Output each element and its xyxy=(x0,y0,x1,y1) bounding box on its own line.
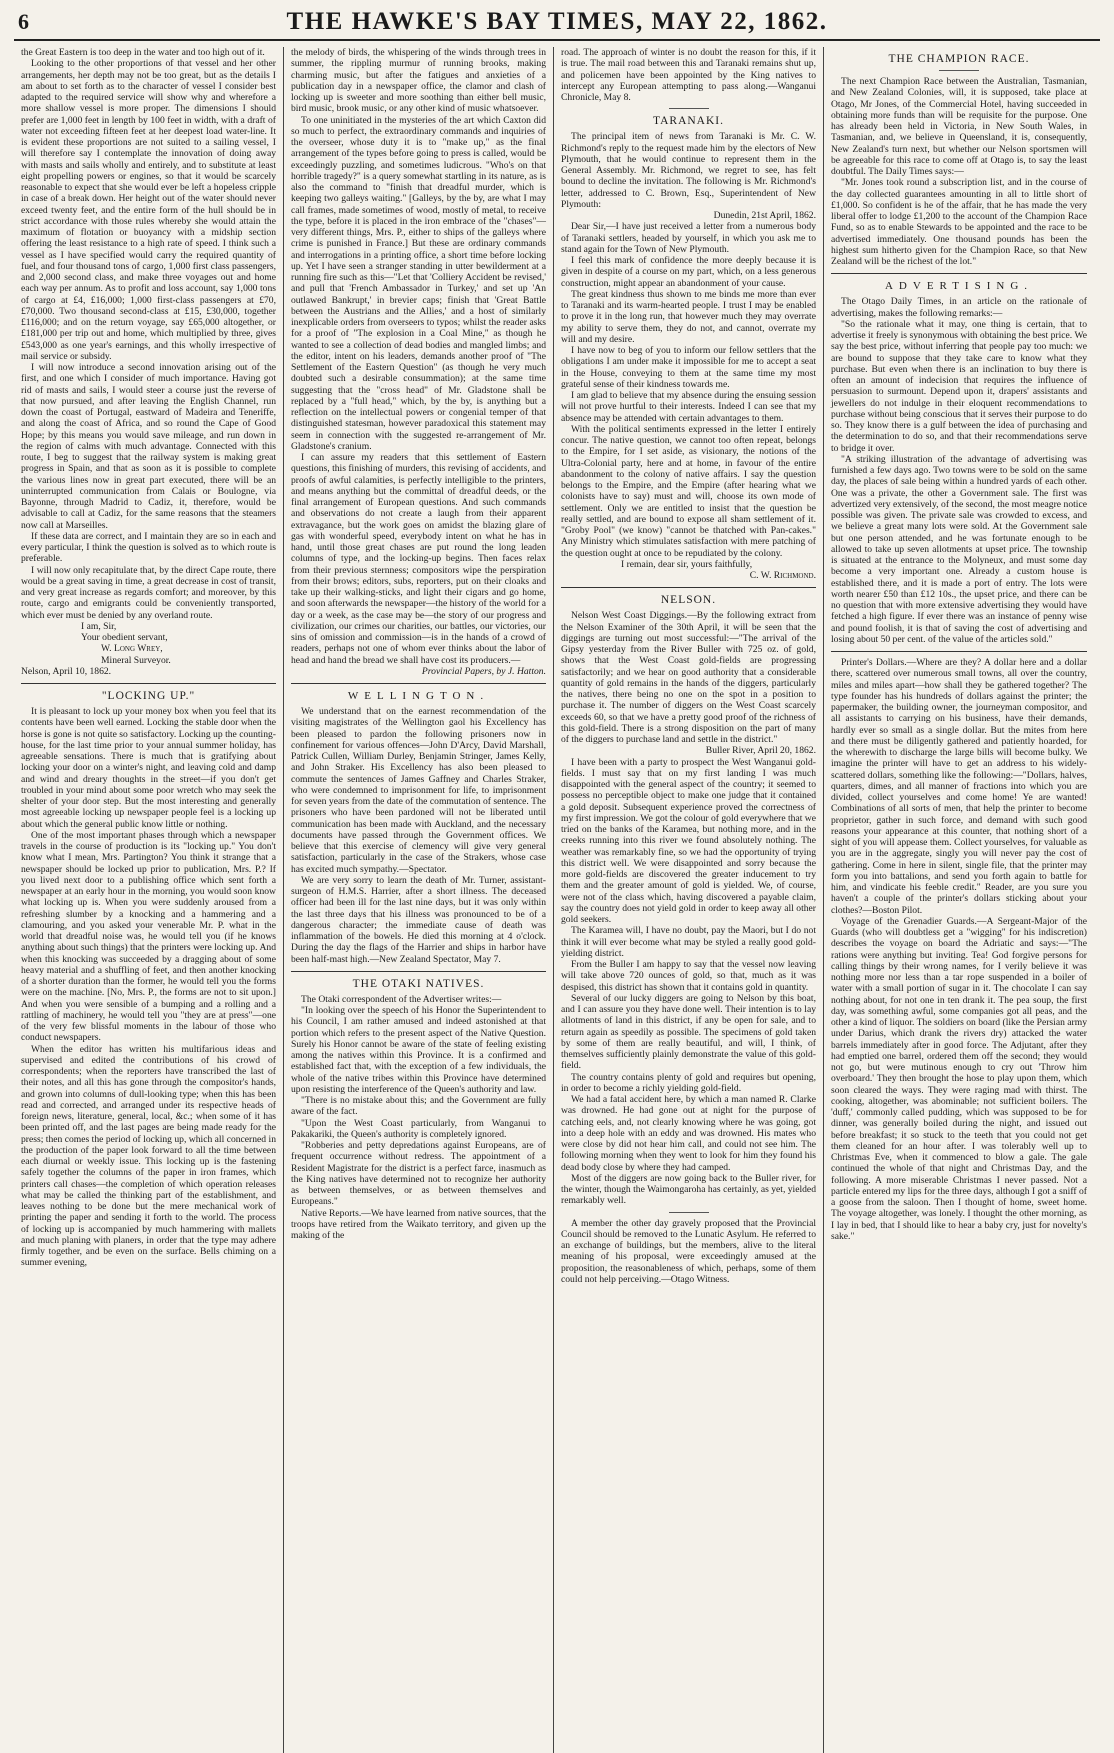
article-paragraph: Looking to the other proportions of that vessel and her other arrangements, her depth may not be too great, but as the details I am about to set forth as to the character of vessel I consider best adapted to the required service will show why and wherefore a more shallow vessel is more proper. The dimensions I should prefer are 1,000 feet in length by 100 feet in width, with a draft of water not exceeding fifteen feet at her deepest load water-line. It is evident these proportions are not suited to a sailing vessel, I will therefore say I contemplate the innovation of doing away with masts and sails wholly and entirely, and to substitute at least eight propelling powers or engines, so that it would be scarcely reasonable to expect that she would ever be left a hopeless cripple in case of a break down. Her height out of the water should never exceed twenty feet, and the entire form of the hull should be in strict accordance with those rules whereby she would attain the maximum of flotation or buoyancy with a midship section offering the least resistance to a high rate of speed. I think such a vessel as I have specified would carry the required quantity of fuel, and four thousand tons of cargo, 1,000 first class passengers, and 2,000 second class, and make three voyages out and home each way per annum. As to profit and loss account, say 1,000 tons of cargo at £4, £16,000; 1,000 first-class passengers at £70, £70,000. Two thousand second-class at £15, £30,000, together £116,000; and on the return voyage, say £65,000 altogether, or £181,000 per trip out and home, which multiplied by three, gives £543,000 as one year's earnings, and this wholly irrespective of mail service or subsidy. xyxy=(21,58,276,362)
article-paragraph: A member the other day gravely proposed that the Provincial Council should be removed to the Lunatic Asylum. He referred to an exchange of buildings, but the members, alive to the literal meaning of his proposal, were exceedingly amused at the proposition, the reasonableness of which, perhaps, some of them could not help perceiving.—Otago Witness. xyxy=(561,1217,816,1285)
article-paragraph: With the political sentiments expressed in the letter I entirely concur. The native question, we cannot too often repeat, belongs to the Empire, for I set aside, as visionary, the notions of the Ultra-Colonial party, here and at home, in favour of the entire abandonment to the colony of native affairs. I say the question belongs to the Empire, and the Empire (after hearing what we colonists have to say) must and will, choose its own mode of settlement. Only we are entitled to insist that the question be really settled, and are bound to expose all sham settlement of it. "Groby Pool" (we know) "cannot be thatched with Pan-cakes." Any Ministry which stimulates satisfaction with mere patching of the question ought at once to be repudiated by the colony. xyxy=(561,423,816,559)
signature-line: Your obedient servant, xyxy=(81,632,168,643)
signature-name: C. W. Richmond. xyxy=(749,570,816,581)
article-paragraph: the melody of birds, the whispering of the winds through trees in summer, the rippling murmur of running brooks, making charming music, but after the fatigues and anxieties of a publication day in a newspaper office, the clamor and clash of locking up is sweeter and more soothing than either bell music, bird music, brook music, or any other kind of music whatsoever. xyxy=(291,47,546,115)
article-paragraph: Several of our lucky diggers are going to Nelson by this boat, and I can assure you they have done well. Their intention is to lay allotments of land in this district, if any be open for sale, and to return again as speedily as possible. The specimens of gold taken by some of them are really beautiful, and will, I think, of themselves sufficiently plainly demonstrate the value of this gold-field. xyxy=(561,992,816,1072)
masthead xyxy=(14,8,1100,41)
article-paragraph: We understand that on the earnest recommendation of the visiting magistrates of the Wellington gaol his Excellency has been pleased to pardon the following prisoners now in confinement for various offences—John D'Arcy, David Marshall, Patrick Cullen, William Durley, Benjamin Stringer, James Kelly, and John Straker. His Excellency has also been pleased to commute the sentences of James Gaffney and Charles Straker, who were condemned to imprisonment for life, to imprisonment for seven years from the date of the commutation of sentence. The prisoners who have been pardoned will not be liberated until communication has been made with Auckland, and the necessary documents have passed through the Government offices. We believe that this exercise of clemency will give very general satisfaction, particularly in the case of the Strakers, whose case has excited much sympathy.—Spectator. xyxy=(291,706,546,875)
article-paragraph: "So the rationale what it may, one thing is certain, that to advertise it freely is synonymous with obtaining the best price. We say the best price, without inferring that people pay too much: we are bound to suppose that they take care to know what they purchase. But even when there is an inclination to buy there is often an amount of indecision that requires the influence of persuasion to surmount. Depend upon it, drapers' assistants and jewellers do not indulge in their eloquent recommendations to purchase without being conscious that it serves their purpose to do so. They know there is a gulf between the idea of purchasing and the determination to do so, and that their recommendations serve to bridge it over. xyxy=(831,318,1087,454)
article-paragraph: The Karamea will, I have no doubt, pay the Maori, but I do not think it will ever become what may be styled a really good gold-yielding district. xyxy=(561,925,816,959)
article-paragraph: Voyage of the Grenadier Guards.—A Sergeant-Major of the Guards (who will doubtless get a "wigging" for his indiscretion) describes the voyage on board the Adriatic and says:—"The rations were anything but inviting. Tea! God forgive persons for calling things by their wrong names, for I verily believe it was nothing more nor less than a tar rope suspended in a boiler of water with a small portion of sugar in it. The chocolate I can say nothing about, for not one in ten drank it. The pea soup, the first day, was something awful, some companies got all peas, and the other a kind of liquor. The soldiers on board (like the Persian army under Darius, which drank the rivers dry) attacked the water barrels immediately after in good force. The Adjutant, after they had emptied one barrel, ordered them off the second; they would not go, but were mutinous enough to cry out 'Throw him overboard.' They then brought the hose to play upon them, which soon cleared the ways. They were raging mad with thirst. The cooking, altogether, was abominable; not sufficient boilers. The 'duff,' commonly called pudding, which was supposed to be for dinner, was generally boiled during the night, and issued out before breakfast; it so stuck to the teeth that you could not get them cleaned for an hour after. I was tolerably well up to Christmas Eve, when it commenced to blow a gale. The gale continued the whole of that night and Christmas Day, and the following. A more miserable Christmas I never passed. Not a particle entered my lips for the three days, although I got a sniff of a goose from the saloon. Then I thought of home, sweet home. The voyage altogether, was lonely. I thought the other morning, as I lay in bed, that I should like to hear a baby cry, just for novelty's sake." xyxy=(831,915,1087,1242)
column-2 xyxy=(284,47,554,1753)
section-rule xyxy=(21,683,276,684)
article-paragraph: the Great Eastern is too deep in the water and too high out of it. xyxy=(21,47,265,58)
article-paragraph: The Otago Daily Times, in an article on the rationale of advertising, makes the following remarks:— xyxy=(831,296,1087,319)
article-paragraph: I have been with a party to prospect the West Wanganui gold-fields. I must say that on my first landing I was much disappointed with the general aspect of the country; it seemed to possess no perceptible object to make one judge that it contained a gold deposit. Subsequent experience proved the correctness of my first impression. We got the colour of gold everywhere that we tried on the banks of the Karamea, but nothing more, and in the creeks running into this river we found absolutely nothing. The weather was remarkably fine, so we had the opportunity of trying this district well. We were disappointed and sorry because the more gold-fields are discovered the greater inducement to try them and the greater amount of gold is yielded. We, of course, were not of the class which, having discovered a payable claim, say the country does not yield gold in order to keep away all other gold seekers. xyxy=(561,756,816,925)
dateline: Nelson, April 10, 1862. xyxy=(21,665,112,677)
section-heading: NELSON. xyxy=(660,594,717,607)
short-rule xyxy=(939,70,979,71)
article-paragraph: "Robberies and petty depredations against Europeans, are of frequent occurrence without redress. The appointment of a Resident Magistrate for the district is a perfect farce, inasmuch as the King natives have determined not to recognize her authority as between themselves, or as between themselves and Europeans." xyxy=(291,1140,546,1208)
section-heading: TARANAKI. xyxy=(652,115,724,128)
article-paragraph: The principal item of news from Taranaki is Mr. C. W. Richmond's reply to the request made him by the electors of New Plymouth, that he would continue to represent them in the General Assembly. Mr. Richmond, we regret to see, has felt bound to decline the invitation. The following is Mr. Richmond's letter, addressed to C. Brown, Esq., Superintendent of New Plymouth: xyxy=(561,131,816,210)
signature-name: W. Long Wrey, xyxy=(101,643,163,655)
article-paragraph: The country contains plenty of gold and requires but opening, in order to become a richly yielding gold-field. xyxy=(561,1071,816,1094)
article-paragraph: Nelson West Coast Diggings.—By the following extract from the Nelson Examiner of the 30th April, it will be seen that the diggings are turning out most successful:—"The arrival of the Gipsy yesterday from the River Buller with 725 oz. of gold, shows that the West Coast gold-fields are progressing satisfactorily; and we hear on good authority that a considerable quantity of gold remains in the hands of the diggers, particularly the natives, there being no one on the spot in a position to purchase it. The number of diggers on the West Coast scarcely exceeds 60, so that we have a pretty good proof of the richness of this gold-field. There is a strong disposition on the part of many of the diggers to purchase land and settle in the district." xyxy=(561,610,816,745)
section-heading: "LOCKING UP." xyxy=(101,690,196,702)
article-paragraph: Most of the diggers are now going back to the Buller river, for the winter, though the Waimongaroha has certainly, as yet, yielded remarkably well. xyxy=(561,1172,816,1207)
article-paragraph: "In looking over the speech of his Honor the Superintendent to his Council, I am rather amused and indeed astonished at that portion which refers to the present aspect of the Native Question. Surely his Honor cannot be aware of the state of feeling existing among the natives within this Province. It is a confirmed and established fact that, with the exception of a few individuals, the whole of the native tribes within this Province have determined upon resisting the interference of the Queen's authority and law. xyxy=(291,1005,546,1095)
article-paragraph: Dear Sir,—I have just received a letter from a numerous body of Taranaki settlers, headed by yourself, in which you ask me to stand again for the Town of New Plymouth. xyxy=(561,221,816,255)
signature-line: I remain, dear sir, yours faithfully, xyxy=(621,558,753,570)
letter-date: Buller River, April 20, 1862. xyxy=(705,745,816,757)
article-paragraph: "Upon the West Coast particularly, from Wanganui to Pakakariki, the Queen's authority is completely ignored. xyxy=(291,1117,546,1140)
article-paragraph: I can assure my readers that this settlement of Eastern questions, this finishing of murders, this revising of accidents, and proofs of awful calamities, is perfectly intelligible to the printers, and means anything but the committal of dreadful deeds, or the final arrangement of European questions. And such commands and observations do not create a laugh from their apparent extravagance, but the work goes on amidst the blazing glare of gas with wonderful speed, everybody intent on what he has in hand, until those great chases are put round the long leaden columns of type, and the locking-up begins. Then faces relax from their previous sternness; compositors wipe the perspiration from their brows; editors, subs, reporters, put on their cloaks and take up their walking-sticks, and light their cigars and go home, and soon afterwards the newspaper—the history of the world for a day or a week, as the case may be—the story of our progress and civilization, our crimes our charities, our battles, our victories, our sins of omission and commission—is in the hands of a crowd of readers, perhaps not one of whom ever thinks about the labor of head and hand the bread we shall have cost its producers.— xyxy=(291,452,546,666)
column-3 xyxy=(554,47,824,1753)
article-paragraph: The Otaki correspondent of the Advertiser writes:— xyxy=(301,993,502,1005)
article-paragraph: The great kindness thus shown to me binds me more than ever to Taranaki and its warm-hearted people. I trust I may be enabled to prove it in the long run, that however much they may overrate my ability to serve them, they do not, and cannot, overrate my will and my desire. xyxy=(561,288,816,345)
article-paragraph: One of the most important phases through which a newspaper travels in the course of production is its "locking up." You don't know what I mean, Mrs. Partington? You think it strange that a newspaper should be locked up prior to publication, Mrs. P.? If you lived next door to a publishing office which sent forth a newspaper at an early hour in the morning, you would soon know what locking up is. When you were suddenly aroused from a refreshing slumber by a knocking and a hammering and a clamouring, and you asked your venerable Mr. P. what in the world that dreadful noise was, he would tell you (if he knows anything about such things) that the printers were locking up. And when this knocking was succeeded by a dragging about of some heavy material and a shuffling of feet, and then another knocking of a shorter duration than the former, he would tell you the forms were on the machine. [No, Mrs. P., the forms are not to sit upon.] And when you were sensible of a bumping and a rolling and a rattling of machinery, he would tell you "they are at press"—one of the very few blissful moments in the labour of those who conduct newspapers. xyxy=(21,829,276,1044)
article-paragraph: I am glad to believe that my absence during the ensuing session will not prove hurtful to their interests. Indeed I can see that my absence may be attended with certain advantages to them. xyxy=(561,390,816,424)
article-paragraph: Printer's Dollars.—Where are they? A dollar here and a dollar there, scattered over numerous small towns, all over the country, miles and miles apart—how shall they be gathered together? The type founder has his hundreds of dollars against the printer; the papermaker, the building owner, the journeyman compositor, and all assistants to carrying on his business, have their demands, hardly ever so small as a single dollar. But the mites from here and there must be diligently gathered and patiently hoarded, for the wherewith to discharge the large bills will become bulky. We imagine the printer will have to get an address to his widely-scattered dollars, something like the following:—"Dollars, halves, quarters, dimes, and all manner of fractions into which you are divided, collect yourselves and come home! Ye are wanted! Combinations of all sorts of men, that help the printer to become proprietor, gather in such force, and demand with such good reasons your appearance at this counter, that nothing short of a sight of you will appease them. Collect yourselves, for valuable as you are in the aggregate, singly you will never pay the cost of gathering. Come in here in silent, single file, that the printer may form you into battalions, and send you forth again to battle for him, and vindicate his feeble credit." Reader, are you sure you haven't a couple of the printer's dollars sticking about your clothes?—Boston Pilot. xyxy=(831,657,1087,916)
article-paragraph: "A striking illustration of the advantage of advertising was furnished a few days ago. Two towns were to be sold on the same day, the places of sale being within a hundred yards of each other. One was a private, the other a Government sale. The first was advertized very extensively, of the second, the most meagre notice possible was given. The private sale was crowded to excess, and we believe a great many lots were sold. At the Government sale but one person attended, and he was fortunate enough to be allowed to take up seven allotments at upset price. The township is situated at the entrance to the Molyneux, and must some day become a very important one. Already a custom house is established there, and it is made a port of entry. The lots were worth nearer £50 than £12 10s., the upset price, and there can be no question that with more extensive advertising they would have fetched a high figure. If ever there was an instance of penny wise and pound foolish, it is that of saving the cost of advertising and losing about 50 per cent. of the value of the articles sold." xyxy=(831,453,1087,645)
section-rule xyxy=(291,683,546,684)
section-rule xyxy=(561,587,816,588)
section-heading: WELLINGTON. xyxy=(347,690,490,702)
article-citation: Provincial Papers, by J. Hatton. xyxy=(421,665,546,677)
article-paragraph: I feel this mark of confidence the more deeply because it is given in despite of a course on my part, which, on a less generous construction, might appear an abandonment of your cause. xyxy=(561,255,816,289)
newspaper-title: THE HAWKE'S BAY TIMES, MAY 22, 1862. xyxy=(286,8,828,35)
signature-line: I am, Sir, xyxy=(81,620,117,632)
article-paragraph: road. The approach of winter is no doubt the reason for this, if it is true. The mail road between this and Taranaki remains shut up, and policemen have been appointed by the King natives to intercept any European attempting to pass along.—Wanganui Chronicle, May 8. xyxy=(561,47,816,103)
article-paragraph: We had a fatal accident here, by which a man named R. Clarke was drowned. He had gone out at night for the purpose of catching eels, and, not clearly knowing where he was going, got into a deep hole with an eddy and was drowned. His mates who were close by did not hear him call, and could not see him. The following morning when they went to look for him they found his dead body close by where they had camped. xyxy=(561,1094,816,1173)
article-paragraph: From the Buller I am happy to say that the vessel now leaving will take above 720 ounces of gold, so that, much as it was despised, this district has shown that it contains gold in quantity. xyxy=(561,959,816,993)
article-paragraph: I will now only recapitulate that, by the direct Cape route, there would be a great saving in time, a great decrease in cost of transit, and very great increase as regards comfort; and moreover, by this route, cargo and emigrants could be conveniently transported, which ever must be denied by any overland route. xyxy=(21,564,276,621)
short-rule xyxy=(669,1212,709,1213)
article-paragraph: "There is no mistake about this; and the Government are fully aware of the fact. xyxy=(291,1095,546,1118)
article-paragraph: I will now introduce a second innovation arising out of the first, and one which I consider of much importance. Having got rid of masts and sails, I would steer a course just the reverse of that now pursued, and after leaving the English Channel, run down the coast of Portugal, eastward of Madeira and Teneriffe, and along the coast of Africa, and so round the Cape of Good Hope; by this means you would save mileage, and run down in the region of calms with much advantage. Connected with this route, I beg to suggest that the railway system is making great progress in Spain, and that as soon as it is possible to complete the various lines now in great part executed, there will be an uninterrupted communication from Calais or Boulogne, via Bayonne, through Madrid to Cadiz, it, therefore, would be advisable to call at Cadiz, for the same reasons that the steamers now call at Marseilles. xyxy=(21,362,276,531)
section-heading: THE OTAKI NATIVES. xyxy=(352,977,485,990)
article-paragraph: Native Reports.—We have learned from native sources, that the troops have retired from the Waikato territory, and given up the making of the xyxy=(291,1207,546,1241)
section-heading: ADVERTISING. xyxy=(884,280,1034,293)
page-number: 6 xyxy=(18,9,29,34)
short-rule xyxy=(669,108,709,109)
article-paragraph: If these data are correct, and I maintain they are so in each and every particular, I think the question is solved as to which route is preferable. xyxy=(21,530,276,565)
signature-title: Mineral Surveyor. xyxy=(101,654,171,666)
section-heading: THE CHAMPION RACE. xyxy=(888,53,1030,65)
article-paragraph: To one uninitiated in the mysteries of the art which Caxton did so much to perfect, the extraordinary commands and inquiries of the overseer, whose duty it is to "make up," as the final arrangement of the types before going to press is called, would be exceedingly puzzling, and sometimes ludicrous. "Who's on that horrible tragedy?" is a query somewhat startling in its nature, as is also the command to "finish that dreadful murder, which is keeping two galleys waiting." [Galleys, by the by, are what I may call frames, made sometimes of wood, mostly of metal, to receive the type, before it is placed in the iron embrace of the "chases"—very different things, Mrs. P., either to ships of the galleys where crime is punished in France.] But these are ordinary commands and interrogations in a printing office, a short time before locking up. Yet I have seen a stranger standing in utter bewilderment at a running fire such as this—"Let that 'Colliery Accident be revised,' and pull that 'French Ambassador in Turkey,' and set up 'An outlawed Bankrupt,' in brevier caps; finish that 'Great Battle between the Austrians and the Allies,' and a host of similarly inexplicable orders from overseers to typos; whilst the reader asks for a proof of "The explosion in a Coal Mine," as though he wanted to see a collection of dead bodies and mangled limbs; and the editor, intent on his leaders, demands another proof of "The Settlement of the Eastern Question" (as though he very much doubted such a desirable consummation); at the same time suggesting that the "cross head" of Mr. Gladstone shall be replaced by a "full head," which, by the by, is anything but a reflection on the intellectual powers or congenial temper of that distinguished statesman, however paradoxical this statement may seem in connection with the suggested re-arrangement of Mr. Gladstone's cranium. xyxy=(291,114,546,452)
article-paragraph: It is pleasant to lock up your money box when you feel that its contents have been well earned. Locking the stable door when the horse is gone is not quite so satisfactory. Locking up the counting-house, for the last time prior to your annual summer holiday, has agreeable sensations. There is much that is gratifying about locking your door on a winter's night, and leaving cold and damp and wind and dreary thoughts in the street—if you don't get troubled in your mind about some poor wretch who may seek the shelter of your door step. But the most interesting and generally most agreeable locking up newspaper people feel is a locking up about which the general public know little or nothing. xyxy=(21,706,276,830)
article-paragraph: "Mr. Jones took round a subscription list, and in the course of the day collected guarantees amounting in all to little short of £1,000. So confident is he of the affair, that he has made the very liberal offer to lodge £1,200 to the account of the Champion Race Fund, so as to enable Stewards to be appointed and the race to be advertised immediately. One thousand pounds has been the highest sum hitherto given for the Champion Race, so that New Zealand will be the richest of the lot." xyxy=(831,177,1087,267)
article-paragraph: When the editor has written his multifarious ideas and supervised and edited the contributions of his crowd of correspondents; when the reporters have transcribed the last of their notes, and all this has gone through the compositor's hands, and grown into columns of dull-looking type; when this has been read and corrected, and arranged under its respective heads of foreign news, literature, general, local, &c.; when some of it has been printed off, and the last pages are being made ready for the press; then comes the period of locking up, which all concerned in the production of the paper look forward to all the time between each diurnal or weekly issue. This locking up is the fastening safely together the columns of the paper in iron frames, which printers call chases—the completion of which operation releases what may be called the thinking part of the establishment, and leaves nothing to be done but the mere mechanical work of printing the paper and sending it forth to the world. The process of locking up is accompanied by much hammering with mallets and much planing with planers, in order that the type may adhere firmly together, and be even on the surface. Bells chiming on a summer evening, xyxy=(21,1043,276,1269)
letter-date: Dunedin, 21st April, 1862. xyxy=(713,210,816,221)
column-4 xyxy=(824,47,1094,1753)
article-paragraph: The next Champion Race between the Australian, Tasmanian, and New Zealand Colonies, will, it is supposed, take place at Otago, Mr Jones, of the Commercial Hotel, having succeeded in obtaining more funds than will be requisite for the purpose. One has already been held in Victoria, in New South Wales, in Tasmanian, and, we believe in Queensland, it is, consequently, New Zealand's turn next, but whether our Nelson sportsmen will be agreeable for this race to come off at Otago is, to say the least doubtful. The Daily Times says:— xyxy=(831,76,1087,177)
article-paragraph: I have now to beg of you to inform our fellow settlers that the obligations I am under make it impossible for me to accept a seat in the House, conveying to them at the same time my most grateful sense of their kindness towards me. xyxy=(561,345,816,390)
article-paragraph: We are very sorry to learn the death of Mr. Turner, assistant-surgeon of H.M.S. Harrier, after a short illness. The deceased officer had been ill for the last nine days, but it was only within the last three days that his illness was pronounced to be of a dangerous character; the immediate cause of death was inflammation of the bowels. He died this morning at 4 o'clock. During the day the flags of the Harrier and ships in harbor have been half-mast high.—New Zealand Spectator, May 7. xyxy=(291,874,546,965)
column-1 xyxy=(14,47,284,1753)
columns xyxy=(14,47,1100,1753)
section-rule xyxy=(831,273,1087,274)
section-rule xyxy=(831,651,1087,652)
section-rule xyxy=(291,971,546,972)
